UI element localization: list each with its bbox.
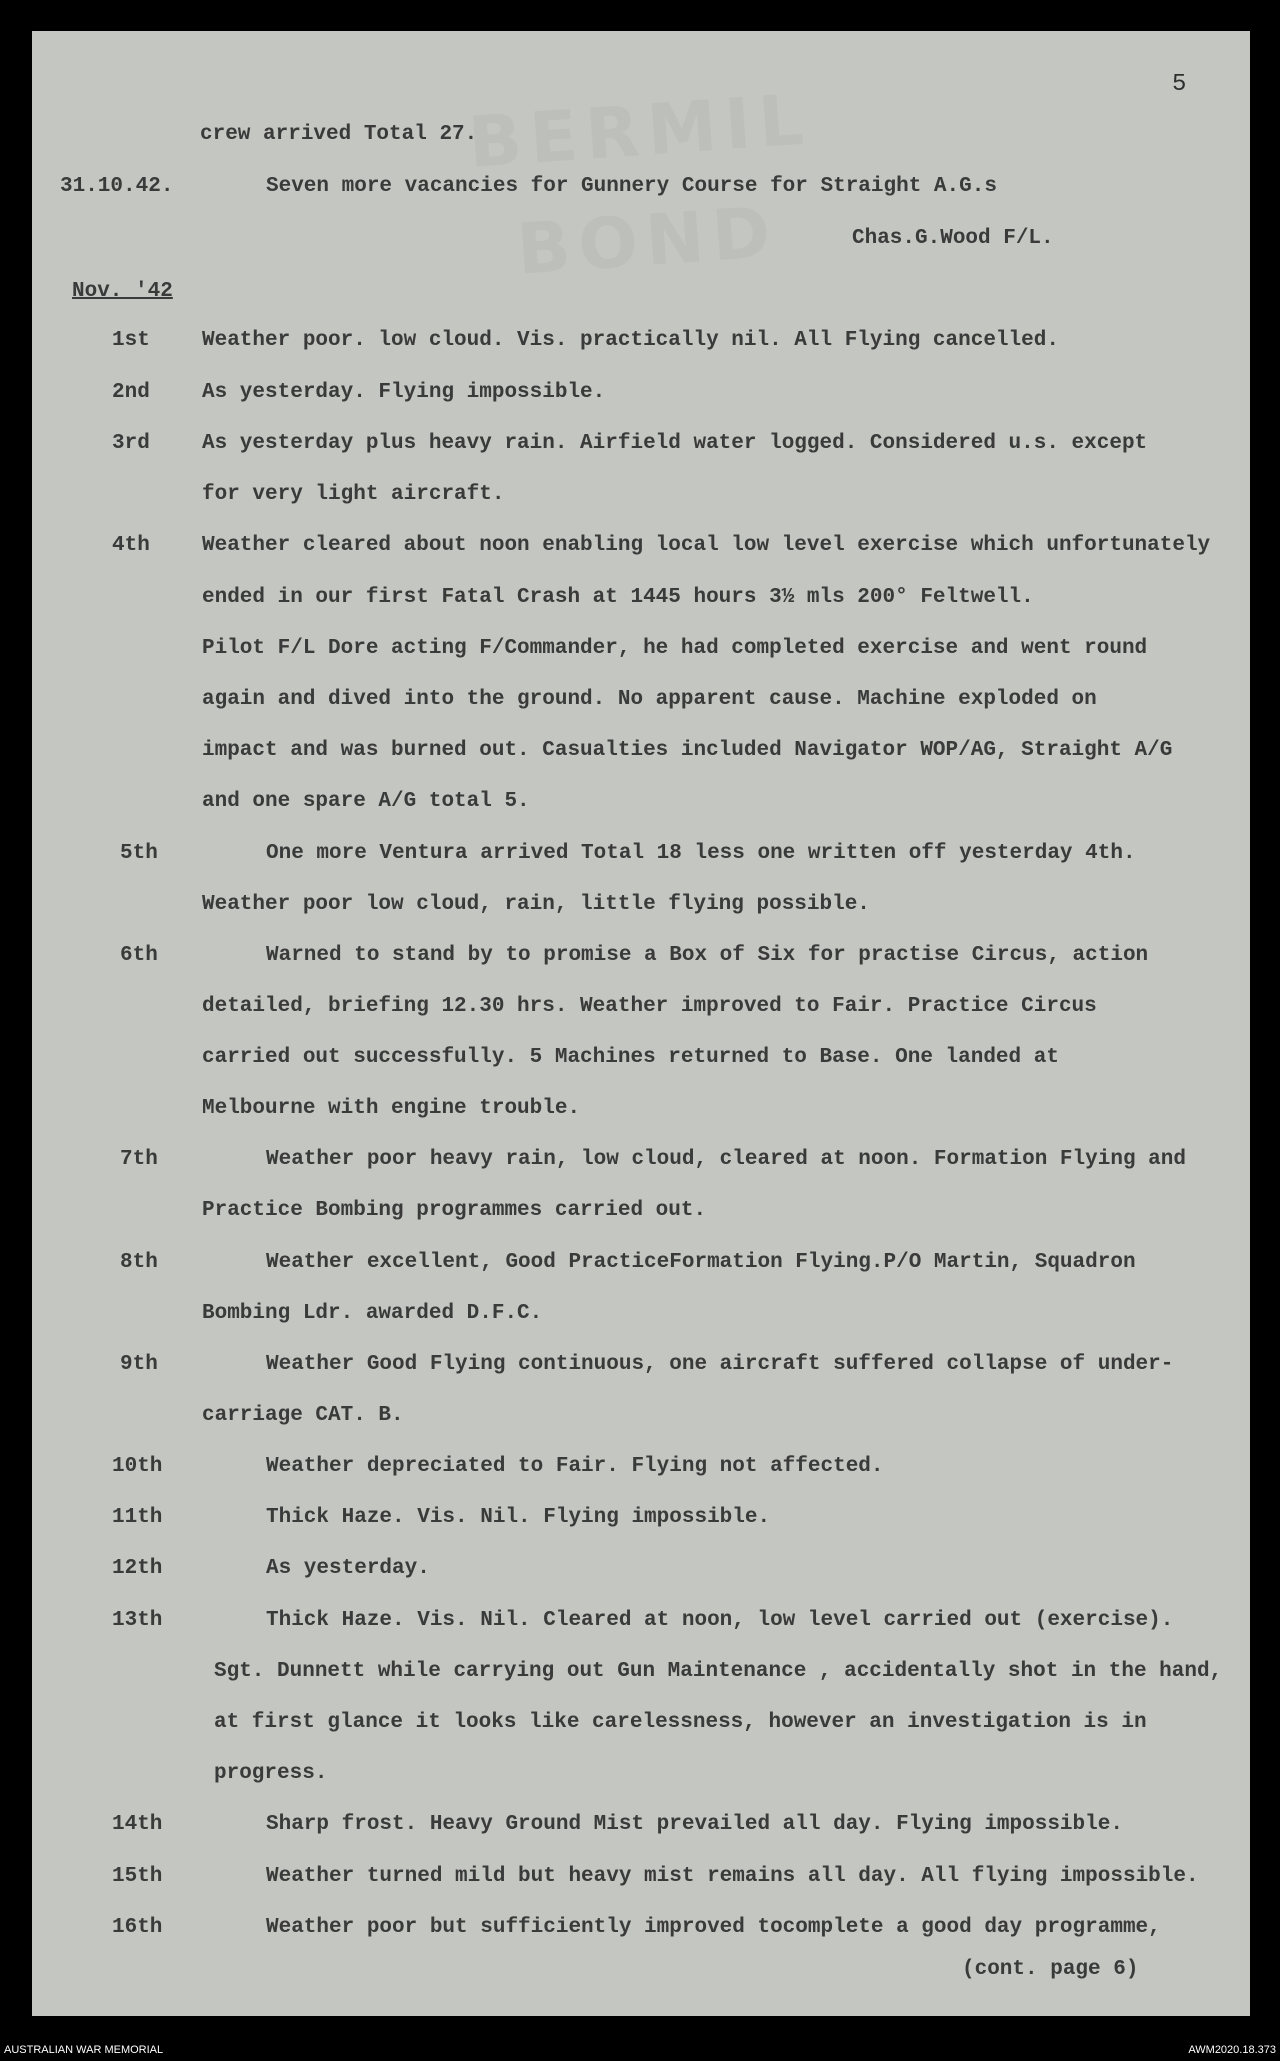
entry-line: Warned to stand by to promise a Box of Six for practise Circus, action: [266, 944, 1149, 967]
page-number: 5: [1172, 71, 1187, 98]
entry-line: carriage CAT. B.: [202, 1404, 404, 1427]
day-label-9th: 9th: [120, 1353, 158, 1376]
entry-line: Weather poor low cloud, rain, little flying possible.: [202, 893, 870, 916]
entry-line: for very light aircraft.: [202, 483, 505, 506]
entry-line: Pilot F/L Dore acting F/Commander, he had completed exercise and went round: [202, 637, 1148, 660]
watermark-line-1: BERMIL: [465, 78, 814, 185]
document-page: [32, 31, 1250, 2016]
entry-line: Weather cleared about noon enabling local low level exercise which unfortunately: [202, 534, 1211, 557]
entry-line: Weather poor but sufficiently improved tocomplete a good day programme,: [266, 1916, 1161, 1939]
entry-line: Melbourne with engine trouble.: [202, 1097, 581, 1120]
day-label-8th: 8th: [120, 1251, 158, 1274]
entry-line: Weather depreciated to Fair. Flying not affected.: [266, 1455, 884, 1478]
day-label-10th: 10th: [112, 1455, 163, 1478]
day-label-5th: 5th: [120, 842, 158, 865]
signature: Chas.G.Wood F/L.: [852, 227, 1054, 250]
intro-line: crew arrived Total 27.: [200, 123, 478, 146]
entry-line: One more Ventura arrived Total 18 less one written off yesterday 4th.: [266, 842, 1136, 865]
entry-line: Weather poor. low cloud. Vis. practically nil. All Flying cancelled.: [202, 329, 1059, 352]
entry-date-31-10-42: 31.10.42.: [60, 175, 174, 198]
entry-line: progress.: [214, 1762, 328, 1785]
entry-line: Weather poor heavy rain, low cloud, cleared at noon. Formation Flying and: [266, 1148, 1186, 1171]
entry-line: at first glance it looks like carelessness, however an investigation is in: [214, 1711, 1147, 1734]
entry-text-31-10-42: Seven more vacancies for Gunnery Course for Straight A.G.s: [266, 175, 997, 198]
day-label-6th: 6th: [120, 944, 158, 967]
day-label-4th: 4th: [112, 534, 150, 557]
day-label-3rd: 3rd: [112, 432, 150, 455]
day-label-15th: 15th: [112, 1865, 163, 1888]
day-label-2nd: 2nd: [112, 381, 150, 404]
day-label-12th: 12th: [112, 1557, 163, 1580]
entry-line: carried out successfully. 5 Machines returned to Base. One landed at: [202, 1046, 1059, 1069]
day-label-1st: 1st: [112, 329, 150, 352]
day-label-16th: 16th: [112, 1916, 163, 1939]
entry-line: ended in our first Fatal Crash at 1445 hours 3½ mls 200° Feltwell.: [202, 586, 1034, 609]
entry-line: As yesterday plus heavy rain. Airfield water logged. Considered u.s. except: [202, 432, 1148, 455]
entry-line: Weather turned mild but heavy mist remains all day. All flying impossible.: [266, 1865, 1199, 1888]
footer-accession-number: AWM2020.18.373: [1188, 2044, 1276, 2056]
entry-line: Thick Haze. Vis. Nil. Cleared at noon, low level carried out (exercise).: [266, 1609, 1174, 1632]
entry-line: Weather Good Flying continuous, one aircraft suffered collapse of under-: [266, 1353, 1174, 1376]
day-label-7th: 7th: [120, 1148, 158, 1171]
entry-line: Weather excellent, Good PracticeFormation Flying.P/O Martin, Squadron: [266, 1251, 1136, 1274]
continuation-note: (cont. page 6): [962, 1958, 1139, 1981]
entry-line: Sharp frost. Heavy Ground Mist prevailed all day. Flying impossible.: [266, 1813, 1123, 1836]
entry-line: As yesterday.: [266, 1557, 430, 1580]
entry-line: and one spare A/G total 5.: [202, 790, 530, 813]
watermark-line-2: BOND: [514, 190, 781, 291]
entry-line: again and dived into the ground. No apparent cause. Machine exploded on: [202, 688, 1097, 711]
month-heading: Nov. '42: [72, 280, 173, 303]
entry-line: Thick Haze. Vis. Nil. Flying impossible.: [266, 1506, 771, 1529]
entry-line: impact and was burned out. Casualties included Navigator WOP/AG, Straight A/G: [202, 739, 1173, 762]
entry-line: As yesterday. Flying impossible.: [202, 381, 606, 404]
entry-line: Practice Bombing programmes carried out.: [202, 1199, 707, 1222]
footer-credit: AUSTRALIAN WAR MEMORIAL: [4, 2044, 164, 2056]
entry-line: Sgt. Dunnett while carrying out Gun Maintenance , accidentally shot in the hand,: [214, 1660, 1223, 1683]
entry-line: Bombing Ldr. awarded D.F.C.: [202, 1302, 543, 1325]
day-label-14th: 14th: [112, 1813, 163, 1836]
entry-line: detailed, briefing 12.30 hrs. Weather improved to Fair. Practice Circus: [202, 995, 1097, 1018]
day-label-11th: 11th: [112, 1506, 163, 1529]
day-label-13th: 13th: [112, 1609, 163, 1632]
